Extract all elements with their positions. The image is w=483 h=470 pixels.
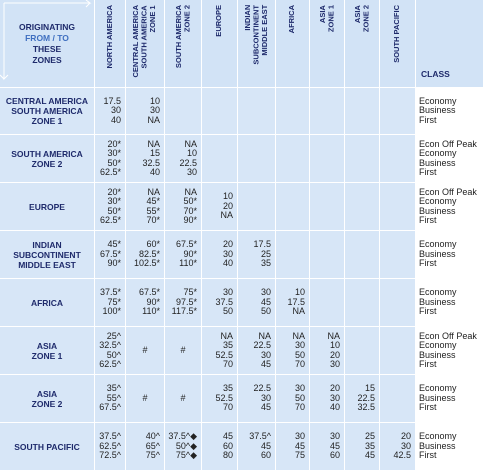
cell-value: 25: [260, 248, 271, 259]
cell-value: 60: [222, 440, 233, 451]
cell-value: 30: [186, 167, 197, 177]
cell-value: 102.5*: [133, 258, 160, 269]
cell-value: 45: [364, 450, 375, 461]
class-label: Business: [419, 248, 456, 259]
cell-value: 60: [260, 450, 271, 461]
cell-value: NA: [184, 138, 197, 149]
table-cell: [202, 423, 237, 470]
cell-value: 40^: [145, 431, 160, 442]
cell-value: #: [180, 392, 186, 403]
corner-line3: THESE: [32, 44, 62, 54]
cell-value: 67.5*: [175, 239, 197, 250]
row-header: [0, 88, 94, 134]
table-cell: [126, 231, 164, 278]
table-cell: [126, 135, 164, 182]
cell-value: 75*: [183, 287, 197, 298]
class-label: Economy: [419, 148, 457, 158]
cell-value: 65^: [145, 440, 160, 451]
row-header-label: CENTRAL AMERICA SOUTH AMERICA ZONE 1: [5, 96, 89, 126]
cell-value: 35: [222, 340, 233, 350]
table-cell: [238, 231, 275, 278]
cell-value: 17.5: [287, 296, 305, 307]
class-label: Economy: [419, 239, 457, 250]
column-header-wrap: [276, 5, 309, 79]
cell-value: 117.5*: [171, 306, 197, 317]
table-cell: [380, 88, 415, 134]
table-cell: [165, 231, 201, 278]
cell-value: 45: [260, 402, 271, 413]
cell-value: 70*: [183, 205, 197, 216]
table-cell: [165, 183, 201, 230]
cell-value: 50*: [183, 196, 197, 206]
cell-value: 80: [222, 450, 233, 461]
cell-value: 25^: [106, 330, 121, 341]
cell-value: 32.5: [357, 402, 375, 413]
corner-header: [0, 0, 94, 87]
table-cell: [380, 375, 415, 422]
table-cell: [126, 279, 164, 326]
table-cell: [202, 231, 237, 278]
table-cell: [238, 375, 275, 422]
table-cell: [380, 231, 415, 278]
cell-value: 45*: [146, 196, 160, 206]
cell-value: 35^: [106, 383, 121, 394]
cell-value: NA: [147, 186, 160, 197]
cell-value: 82.5*: [138, 248, 160, 259]
cell-value: 45: [222, 431, 233, 442]
cell-value: 15: [364, 383, 375, 394]
class-cell: [416, 88, 483, 134]
cell-value: 50^: [106, 349, 121, 360]
cell-value: 75*: [107, 296, 121, 307]
column-header-wrap: [310, 5, 344, 79]
cell-value: 100*: [102, 306, 121, 317]
table-cell: [238, 279, 275, 326]
row-header: [0, 135, 94, 182]
column-header-wrap: [95, 5, 125, 79]
table-cell: [380, 327, 415, 374]
table-cell: [276, 327, 309, 374]
cell-value: 30: [222, 248, 233, 259]
table-cell: [276, 375, 309, 422]
cell-value: 62.5^: [99, 359, 121, 369]
cell-value: 50: [294, 392, 305, 403]
table-cell: [380, 183, 415, 230]
column-header-label: NORTH AMERICA: [104, 5, 114, 69]
row-header: [0, 183, 94, 230]
cell-value: 90*: [107, 258, 121, 269]
cell-value: 30: [260, 392, 271, 403]
cell-value: 40: [149, 167, 160, 177]
cell-value: 30*: [107, 196, 121, 206]
cell-value: 67.5*: [99, 248, 121, 259]
cell-value: 37.5: [215, 296, 233, 307]
column-header-label: ASIA ZONE 2: [352, 5, 370, 33]
row-header-label: ASIA ZONE 1: [31, 340, 63, 361]
table-cell: [95, 135, 125, 182]
cell-value: 17.5: [253, 239, 271, 250]
cell-value: 30: [294, 431, 305, 442]
table-cell: [238, 135, 275, 182]
cell-value: 75: [294, 450, 305, 461]
column-header-label: SOUTH AMERICA ZONE 2: [173, 5, 191, 69]
row-header-label: SOUTH PACIFIC: [14, 441, 80, 452]
table-cell: [345, 135, 379, 182]
class-cell: [416, 183, 483, 230]
cell-value: 67.5*: [138, 287, 160, 298]
column-header: [165, 0, 201, 87]
table-cell: [126, 423, 164, 470]
cell-value: 55^: [106, 392, 121, 403]
cell-value: #: [180, 344, 186, 355]
column-header-wrap: [165, 5, 201, 79]
cell-value: 50^◆: [175, 440, 197, 451]
cell-value: 45: [329, 440, 340, 451]
row-header: [0, 423, 94, 470]
table-cell: [126, 375, 164, 422]
cell-value: 37.5^: [99, 431, 121, 442]
cell-value: 52.5: [215, 349, 233, 360]
cell-value: 70: [294, 402, 305, 413]
table-cell: [95, 375, 125, 422]
class-label: Economy: [419, 95, 457, 106]
class-header-label: CLASS: [421, 69, 450, 79]
cell-value: 37.5*: [99, 287, 121, 298]
table-cell: [310, 375, 344, 422]
column-header-label: INDIAN SUBCONTINENT MIDDLE EAST: [242, 5, 269, 65]
table-cell: [238, 183, 275, 230]
class-label: First: [419, 114, 437, 125]
cell-value: 72.5^: [99, 450, 121, 461]
table-cell: [202, 279, 237, 326]
cell-value: 10: [329, 340, 340, 350]
cell-value: 20: [222, 200, 233, 211]
table-cell: [202, 135, 237, 182]
cell-value: 32.5^: [99, 340, 121, 350]
column-header: [202, 0, 237, 87]
cell-value: 110*: [179, 258, 197, 269]
table-cell: [202, 88, 237, 134]
cell-value: NA: [220, 210, 233, 221]
row-header: [0, 231, 94, 278]
table-cell: [165, 423, 201, 470]
class-cell: [416, 375, 483, 422]
table-cell: [276, 135, 309, 182]
class-label: Economy: [419, 431, 457, 442]
cell-value: 30: [110, 105, 121, 116]
class-label: First: [419, 215, 437, 225]
cell-value: 52.5: [215, 392, 233, 403]
cell-value: 90*: [183, 248, 197, 259]
cell-value: 40: [222, 258, 233, 269]
table-cell: [276, 183, 309, 230]
class-cell: [416, 327, 483, 374]
table-cell: [380, 423, 415, 470]
cell-value: 62.5^: [99, 440, 121, 451]
cell-value: 30: [400, 440, 411, 451]
row-header: [0, 375, 94, 422]
cell-value: 30: [329, 359, 340, 369]
table-cell: [95, 423, 125, 470]
row-header-label: AFRICA: [30, 297, 64, 308]
cell-value: 15: [149, 148, 160, 158]
cell-value: 32.5: [142, 157, 160, 168]
cell-value: 45: [260, 359, 271, 369]
corner-line4: ZONES: [32, 55, 62, 65]
cell-value: 50: [222, 306, 233, 317]
cell-value: 70: [294, 359, 305, 369]
corner-arrows-icon: [0, 0, 94, 87]
cell-value: 20: [329, 349, 340, 360]
row-header: [0, 327, 94, 374]
cell-value: 22.5: [179, 157, 197, 168]
table-cell: [95, 279, 125, 326]
table-cell: [238, 88, 275, 134]
class-label: Economy: [419, 383, 457, 394]
column-header-wrap: [238, 5, 275, 79]
table-cell: [165, 88, 201, 134]
table-cell: [345, 183, 379, 230]
cell-value: 45: [294, 440, 305, 451]
class-cell: [416, 135, 483, 182]
table-cell: [310, 88, 344, 134]
table-cell: [345, 231, 379, 278]
table-cell: [126, 327, 164, 374]
column-header: [345, 0, 379, 87]
class-label: First: [419, 306, 437, 317]
class-label: Business: [419, 105, 456, 116]
column-header-wrap: [202, 5, 237, 79]
class-label: Business: [419, 349, 456, 360]
row-header-label: EUROPE: [29, 201, 65, 212]
cell-value: 45: [260, 440, 271, 451]
table-cell: [165, 327, 201, 374]
table-cell: [276, 88, 309, 134]
table-cell: [95, 183, 125, 230]
cell-value: 30: [260, 349, 271, 360]
column-header: [126, 0, 164, 87]
class-label: Econ Off Peak: [419, 138, 477, 149]
column-header: [238, 0, 275, 87]
cell-value: 50*: [107, 157, 121, 168]
row-header-label: SOUTH AMERICA ZONE 2: [11, 148, 83, 169]
class-cell: [416, 279, 483, 326]
cell-value: 22.5: [357, 392, 375, 403]
cell-value: #: [142, 392, 148, 403]
cell-value: 75^◆: [175, 450, 197, 461]
column-header-wrap: [380, 5, 415, 79]
table-cell: [126, 88, 164, 134]
column-header-label: CENTRAL AMERICA SOUTH AMERICA ZONE 1: [131, 5, 158, 78]
cell-value: NA: [327, 330, 340, 341]
table-cell: [276, 231, 309, 278]
cell-value: 60: [329, 450, 340, 461]
corner-line2: FROM / TO: [25, 33, 69, 43]
cell-value: 40: [110, 114, 121, 125]
cell-value: 30: [329, 392, 340, 403]
cell-value: 30: [149, 105, 160, 116]
cell-value: NA: [220, 330, 233, 341]
cell-value: NA: [184, 186, 197, 197]
cell-value: 37.5^: [249, 431, 271, 442]
class-label: First: [419, 402, 437, 413]
cell-value: 110*: [142, 306, 160, 317]
cell-value: 50*: [107, 205, 121, 216]
table-cell: [276, 423, 309, 470]
cell-value: 10: [222, 191, 233, 202]
class-label: Econ Off Peak: [419, 330, 477, 341]
column-header-label: ASIA ZONE 1: [317, 5, 335, 33]
cell-value: #: [142, 344, 148, 355]
table-cell: [95, 88, 125, 134]
column-header-wrap: [345, 5, 379, 79]
table-cell: [126, 183, 164, 230]
cell-value: 55*: [146, 205, 160, 216]
cell-value: 22.5: [253, 383, 271, 394]
table-cell: [165, 135, 201, 182]
column-header-label: AFRICA: [287, 5, 297, 34]
cell-value: 20: [329, 383, 340, 394]
cell-value: 37.5^◆: [168, 431, 197, 442]
table-cell: [276, 279, 309, 326]
table-cell: [310, 231, 344, 278]
cell-value: 50: [260, 306, 271, 317]
class-label: Business: [419, 440, 456, 451]
cell-value: 35: [260, 258, 271, 269]
cell-value: 67.5^: [99, 402, 121, 413]
table-cell: [345, 423, 379, 470]
cell-value: 60*: [146, 239, 160, 250]
table-cell: [238, 423, 275, 470]
cell-value: 90*: [146, 296, 160, 307]
cell-value: 30: [222, 287, 233, 298]
column-header: [310, 0, 344, 87]
class-label: Economy: [419, 340, 457, 350]
table-cell: [310, 183, 344, 230]
class-label: Business: [419, 296, 456, 307]
class-label: Econ Off Peak: [419, 186, 477, 197]
column-header: [380, 0, 415, 87]
cell-value: 30: [294, 383, 305, 394]
table-cell: [380, 135, 415, 182]
cell-value: 97.5*: [175, 296, 197, 307]
cell-value: NA: [147, 114, 160, 125]
cell-value: 30*: [107, 148, 121, 158]
cell-value: NA: [292, 330, 305, 341]
cell-value: 35: [222, 383, 233, 394]
corner-line1: ORIGINATING: [18, 22, 76, 32]
cell-value: 30: [260, 287, 271, 298]
table-cell: [345, 279, 379, 326]
cell-value: 20: [222, 239, 233, 250]
cell-value: 75^: [145, 450, 160, 461]
table-cell: [345, 375, 379, 422]
cell-value: 45*: [107, 239, 121, 250]
table-cell: [165, 279, 201, 326]
cell-value: 70: [222, 402, 233, 413]
table-cell: [345, 327, 379, 374]
cell-value: 62.5*: [99, 167, 121, 177]
cell-value: 90*: [183, 215, 197, 225]
table-cell: [95, 327, 125, 374]
cell-value: 22.5: [253, 340, 271, 350]
cell-value: 10: [294, 287, 305, 298]
table-cell: [238, 327, 275, 374]
class-label: Economy: [419, 287, 457, 298]
cell-value: 20*: [107, 138, 121, 149]
table-cell: [310, 135, 344, 182]
table-cell: [310, 279, 344, 326]
cell-value: 30: [294, 340, 305, 350]
class-label: First: [419, 258, 437, 269]
cell-value: 35: [364, 440, 375, 451]
table-cell: [310, 423, 344, 470]
table-cell: [165, 375, 201, 422]
class-cell: [416, 423, 483, 470]
cell-value: 40: [329, 402, 340, 413]
cell-value: NA: [258, 330, 271, 341]
table-cell: [380, 279, 415, 326]
table-cell: [345, 88, 379, 134]
class-label: First: [419, 359, 437, 369]
class-label: Business: [419, 392, 456, 403]
cell-value: 20*: [107, 186, 121, 197]
cell-value: 50: [294, 349, 305, 360]
cell-value: 45: [260, 296, 271, 307]
column-header: [95, 0, 125, 87]
table-cell: [202, 375, 237, 422]
cell-value: 30: [329, 431, 340, 442]
class-label: Business: [419, 205, 456, 216]
column-header-label: EUROPE: [214, 5, 224, 37]
cell-value: 17.5: [103, 95, 121, 106]
row-header: [0, 279, 94, 326]
cell-value: 70*: [146, 215, 160, 225]
cell-value: NA: [147, 138, 160, 149]
cell-value: 42.5: [393, 450, 411, 461]
column-header: [276, 0, 309, 87]
class-label: First: [419, 450, 437, 461]
table-cell: [202, 327, 237, 374]
row-header-label: ASIA ZONE 2: [31, 388, 63, 409]
cell-value: 10: [149, 95, 160, 106]
cell-value: 70: [222, 359, 233, 369]
table-cell: [95, 231, 125, 278]
class-label: Economy: [419, 196, 457, 206]
class-column-header: [416, 0, 483, 87]
cell-value: NA: [292, 306, 305, 317]
cell-value: 10: [186, 148, 197, 158]
table-cell: [310, 327, 344, 374]
cell-value: 20: [400, 431, 411, 442]
column-header-wrap: [126, 5, 164, 79]
class-label: First: [419, 167, 437, 177]
class-label: Business: [419, 157, 456, 168]
column-header-label: SOUTH PACIFIC: [392, 5, 402, 63]
table-cell: [202, 183, 237, 230]
class-cell: [416, 231, 483, 278]
cell-value: 62.5*: [99, 215, 121, 225]
cell-value: 25: [364, 431, 375, 442]
row-header-label: INDIAN SUBCONTINENT MIDDLE EAST: [13, 239, 81, 270]
